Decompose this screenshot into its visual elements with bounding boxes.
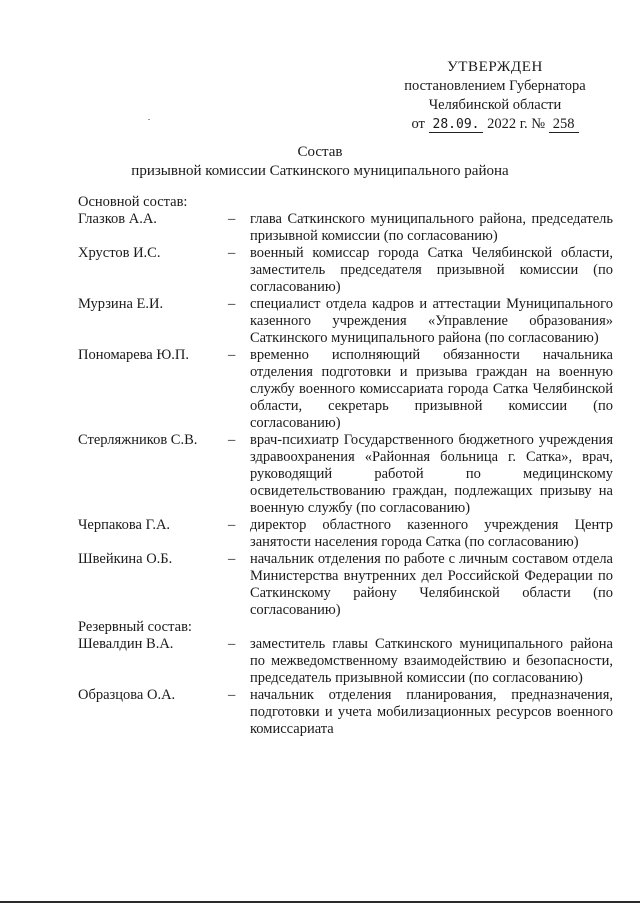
title-line-2: призывной комиссии Саткинского муниципального района [131,163,509,179]
date-value: 28.09. [429,117,484,133]
member-row [78,211,613,245]
approval-heading: УТВЕРЖДЕН [447,59,543,75]
member-name: Мурзина Е.И. [78,296,164,312]
approval-date-line [380,115,610,134]
section-label: Резервный состав: [78,619,192,635]
approval-line-2: Челябинской области [428,97,562,113]
member-description: директор областного казенного учреждения Центр занятости населения города Сатка (по согласованию) [250,517,613,550]
member-description: военный комиссар города Сатка Челябинской области, заместитель председателя призывной комиссии (по согласованию) [250,245,613,295]
member-name: Стерляжников С.В. [78,432,198,448]
member-dash: – [228,551,236,567]
member-row [78,687,613,738]
member-description: глава Саткинского муниципального района, председатель призывной комиссии (по согласованию) [250,211,613,244]
member-description: специалист отдела кадров и аттестации Муниципального казенного учреждения «Управление образования» Саткинского муниципального района (по согласованию) [250,296,613,346]
commission-members [78,194,613,738]
member-dash: – [228,636,236,652]
member-dash: – [228,432,236,448]
member-row [78,296,613,347]
member-row [78,517,613,551]
decree-number: 258 [549,117,579,133]
member-dash: – [228,211,236,227]
document-title [0,143,640,181]
member-description: начальник отделения планирования, предназначения, подготовки и учета мобилизационных ресурсов военного комиссариата [250,687,613,737]
member-dash: – [228,296,236,312]
member-row [78,636,613,687]
member-row [78,432,613,517]
year-text: 2022 г. № [487,116,546,132]
member-name: Образцова О.А. [78,687,176,703]
member-description: заместитель главы Саткинского муниципального района по межведомственному взаимодействию и безопасности, председатель призывной комиссии (по согласованию) [250,636,613,686]
member-name: Шевалдин В.А. [78,636,174,652]
member-name: Пономарева Ю.П. [78,347,189,363]
member-row [78,347,613,432]
member-description: временно исполняющий обязанности начальника отделения подготовки и призыва граждан на военную службу военного комиссариата города Сатка Челябинской области, секретарь призывной комиссии (по согласованию) [250,347,613,431]
member-row [78,245,613,296]
title-line-1: Состав [297,144,343,160]
date-prefix: от [411,116,425,132]
member-row [78,551,613,619]
member-name: Черпакова Г.А. [78,517,171,533]
member-description: врач-психиатр Государственного бюджетного учреждения здравоохранения «Районная больница г. Сатка», врач, руководящий работой по медицинскому освидетельствованию граждан, подлежащих призыву на военную службу (по согласованию) [250,432,613,516]
member-name: Швейкина О.Б. [78,551,173,567]
member-description: начальник отделения по работе с личным составом отдела Министерства внутренних дел Российской Федерации по Саткинскому району Челябинской области (по согласованию) [250,551,613,618]
member-dash: – [228,347,236,363]
approval-block [380,58,610,134]
member-name: Хрустов И.С. [78,245,161,261]
member-dash: – [228,517,236,533]
approval-line-1: постановлением Губернатора [404,78,586,94]
section-label: Основной состав: [78,194,188,210]
member-dash: – [228,687,236,703]
member-name: Глазков А.А. [78,211,157,227]
scan-speck [148,119,150,120]
page-bottom-edge [0,901,640,903]
member-dash: – [228,245,236,261]
